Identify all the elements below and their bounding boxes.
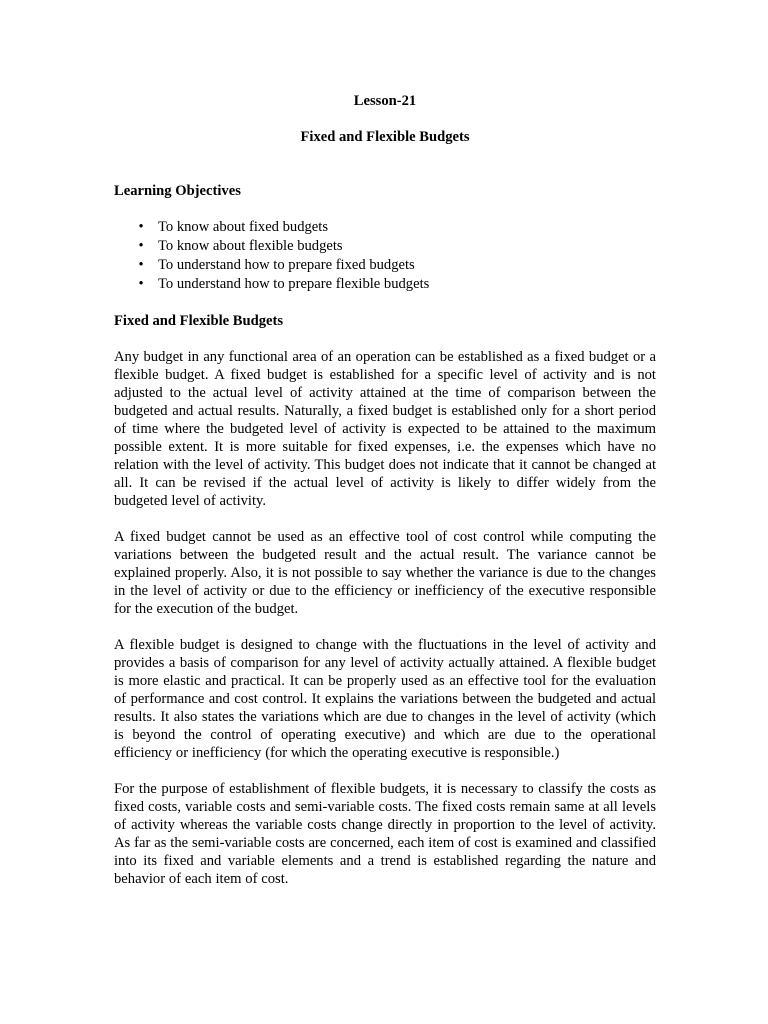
page-title: Fixed and Flexible Budgets — [300, 129, 470, 145]
document-content — [114, 92, 656, 888]
objective-item — [114, 218, 656, 237]
bullet-icon: • — [138, 276, 144, 292]
bullet-icon: • — [138, 257, 144, 273]
paragraph-flexible-budget: A flexible budget is designed to change with the fluctuations in the level of activity and provides a basis of comparison for any level of activity actually attained. A flexible budget is more elastic and practical. It can be properly used as an effective tool for the evaluation of performance and cost control. It explains the variations between the budgeted and actual results. It also states the variations which are due to changes in the level of activity (which is beyond the control of operating executive) and which are due to the operational efficiency or inefficiency (for which the operating executive is responsible.) — [114, 637, 656, 761]
objective-item — [114, 256, 656, 275]
learning-objectives-heading: Learning Objectives — [114, 183, 241, 199]
bullet-icon: • — [138, 219, 144, 235]
objective-item — [114, 237, 656, 256]
paragraph-cost-control: A fixed budget cannot be used as an effective tool of cost control while computing the variations between the budgeted result and the actual result. The variance cannot be explained properly. Also, it is not possible to say whether the variance is due to the changes in the level of activity or due to the efficiency or inefficiency of the executive responsible for the execution of the budget. — [114, 529, 656, 617]
paragraph-cost-classification: For the purpose of establishment of flexible budgets, it is necessary to classify the costs as fixed costs, variable costs and semi-variable costs. The fixed costs remain same at all levels of activity whereas the variable costs change directly in proportion to the level of activity. As far as the semi-variable costs are concerned, each item of cost is examined and classified into its fixed and variable elements and a trend is established regarding the nature and behavior of each item of cost. — [114, 781, 656, 887]
section-heading-fixed-flexible-budgets: Fixed and Flexible Budgets — [114, 313, 284, 329]
objective-item — [114, 275, 656, 294]
lesson-number: Lesson-21 — [353, 93, 417, 109]
objective-text: To know about flexible budgets — [158, 238, 343, 254]
learning-objectives-list — [114, 218, 656, 294]
objective-text: To know about fixed budgets — [158, 219, 329, 235]
paragraph-fixed-budget: Any budget in any functional area of an operation can be established as a fixed budget or a flexible budget. A fixed budget is established for a specific level of activity and is not adjusted to the actual level of activity attained at the time of comparison between the budgeted and actual results. Naturally, a fixed budget is established only for a short period of time where the budgeted level of activity is expected to be attained to the maximum possible extent. It is more suitable for fixed expenses, i.e. the expenses which have no relation with the level of activity. This budget does not indicate that it cannot be changed at all. It can be revised if the actual level of activity is likely to differ widely from the budgeted level of activity. — [114, 349, 656, 509]
objective-text: To understand how to prepare fixed budgets — [158, 257, 415, 273]
bullet-icon: • — [138, 238, 144, 254]
objective-text: To understand how to prepare flexible budgets — [158, 276, 430, 292]
